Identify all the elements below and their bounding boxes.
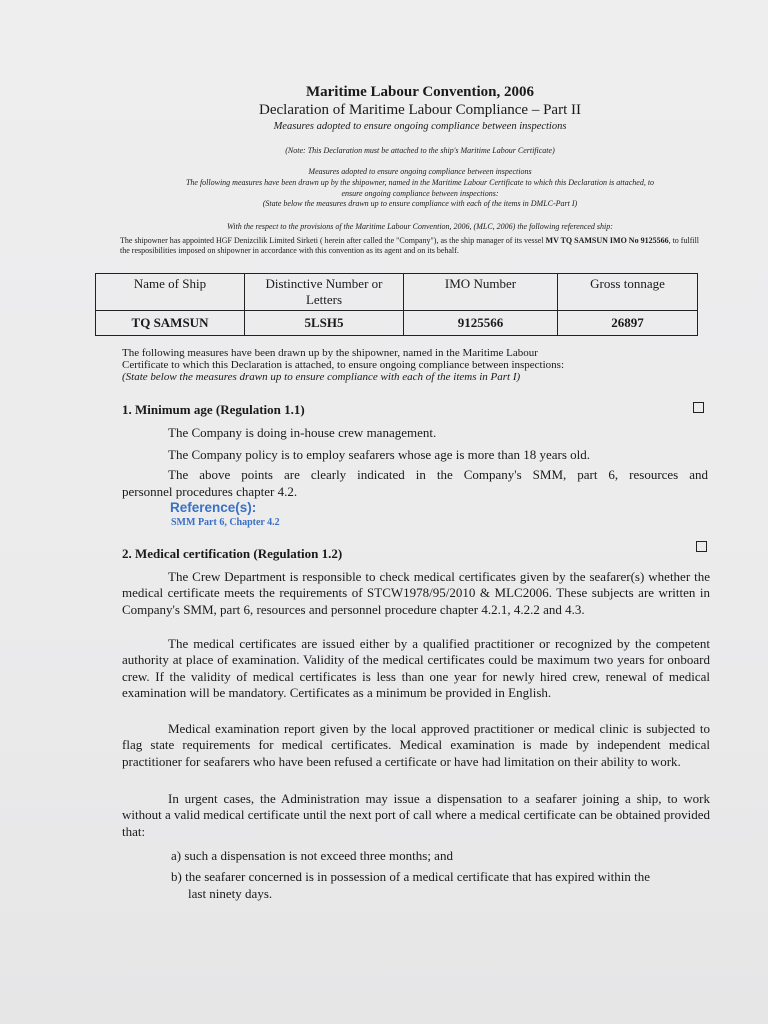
section-2-paragraph-4: In urgent cases, the Administration may issue a dispensation to a seafarer joining a ship, to work without a valid medical certificate until the next port of call where a medical certificate can be obtained provided that: <box>122 791 710 839</box>
list-item-a: a) such a dispensation is not exceed three months; and <box>171 848 453 863</box>
respect-line: With the respect to the provisions of the Maritime Labour Convention, 2006, (MLC, 2006) the following referenced ship: <box>227 222 613 231</box>
section-1-paragraph-3-line-2: personnel procedures chapter 4.2. <box>122 484 298 499</box>
value-gross-tonnage: 26897 <box>558 311 698 336</box>
section-2-paragraph-3: Medical examination report given by the local approved practitioner or medical clinic is subjected to flag state requirements for medical certificates. Medical examination is made by independent medical practitioner for seafarers who have been refused a certificate or have had limitation on their ability to work. <box>122 721 710 769</box>
table-row <box>96 311 698 336</box>
intro-line-3: (State below the measures drawn up to ensure compliance with each of the items in Part I) <box>122 371 521 383</box>
appointment-text-1: The shipowner has appointed HGF Denizcilik Limited Sirketi ( herein after called the "Company"), as the ship manager of its vessel <box>120 236 546 245</box>
header-gross-tonnage: Gross tonnage <box>558 274 698 311</box>
section-2-heading: 2. Medical certification (Regulation 1.2) <box>122 546 343 561</box>
measures-line-1: Measures adopted to ensure ongoing compliance between inspections <box>308 167 532 176</box>
measures-line-2: The following measures have been drawn up by the shipowner, named in the Maritime Labour Certificate to which this Declaration is attached, to <box>185 178 655 187</box>
ship-particulars-table <box>95 273 698 336</box>
document-title: Maritime Labour Convention, 2006 <box>305 84 535 100</box>
reference-link[interactable]: SMM Part 6, Chapter 4.2 <box>171 517 280 528</box>
header-imo-number: IMO Number <box>404 274 558 311</box>
table-header-row <box>96 274 698 311</box>
value-distinctive-number: 5LSH5 <box>245 311 404 336</box>
vessel-reference: MV TQ SAMSUN IMO No 9125566 <box>545 236 669 245</box>
document-tagline: Measures adopted to ensure ongoing compliance between inspections <box>273 121 567 132</box>
section-2-paragraph-2: The medical certificates are issued either by a qualified practitioner or recognized by the competent authority at place of examination. Validity of the medical certificates could be maximum two years for onboard crew. If the validity of medical certificates is less than one year for newly hired crew, renewal of medical examination will be mandatory. Certificates as a minimum be provided in English. <box>122 636 710 700</box>
intro-line-2: Certificate to which this Declaration is attached, to ensure ongoing compliance between inspections: <box>122 359 564 371</box>
list-item-b-line-1: b) the seafarer concerned is in possession of a medical certificate that has expired within the <box>171 869 651 884</box>
section-1-checkbox[interactable] <box>693 402 704 413</box>
intro-text <box>122 347 702 383</box>
appointment-statement <box>120 236 700 255</box>
measures-line-3: ensure ongoing compliance between inspections: <box>341 189 499 198</box>
header-name-of-ship: Name of Ship <box>96 274 245 311</box>
section-1-paragraph-3-line-1: The above points are clearly indicated in the Company's SMM, part 6, resources and <box>168 467 708 482</box>
list-item-b-line-2: last ninety days. <box>188 886 273 901</box>
document-subtitle: Declaration of Maritime Labour Compliance – Part II <box>259 102 581 118</box>
value-name-of-ship: TQ SAMSUN <box>96 311 245 336</box>
intro-line-1: The following measures have been drawn up by the shipowner, named in the Maritime Labour <box>122 347 538 359</box>
measures-line-4: (State below the measures drawn up to ensure compliance with each of the items in DMLC-Part I) <box>262 199 578 208</box>
section-2-checkbox[interactable] <box>696 541 707 552</box>
section-1-paragraph-2: The Company policy is to employ seafarers whose age is more than 18 years old. <box>168 447 591 462</box>
value-imo-number: 9125566 <box>404 311 558 336</box>
appointment-text-2: , to fulfill the resposibilities imposed on shipowner in accordance with this convention as its agent and on its behalf. <box>120 236 700 255</box>
section-2-paragraph-1: The Crew Department is responsible to check medical certificates given by the seafarer(s) whether the medical certificate meets the requirements of STCW1978/95/2010 & MLC2006. These subjects are written in Company's SMM, part 6, resources and personnel procedure chapter 4.2.1, 4.2.2 and 4.3. <box>122 569 710 617</box>
section-1-paragraph-1: The Company is doing in-house crew management. <box>168 425 437 440</box>
attachment-note: (Note: This Declaration must be attached to the ship's Maritime Labour Certificate) <box>285 146 555 155</box>
reference-title: Reference(s): <box>170 500 257 515</box>
section-1-heading: 1. Minimum age (Regulation 1.1) <box>122 402 305 417</box>
header-distinctive-number: Distinctive Number or Letters <box>245 274 404 311</box>
